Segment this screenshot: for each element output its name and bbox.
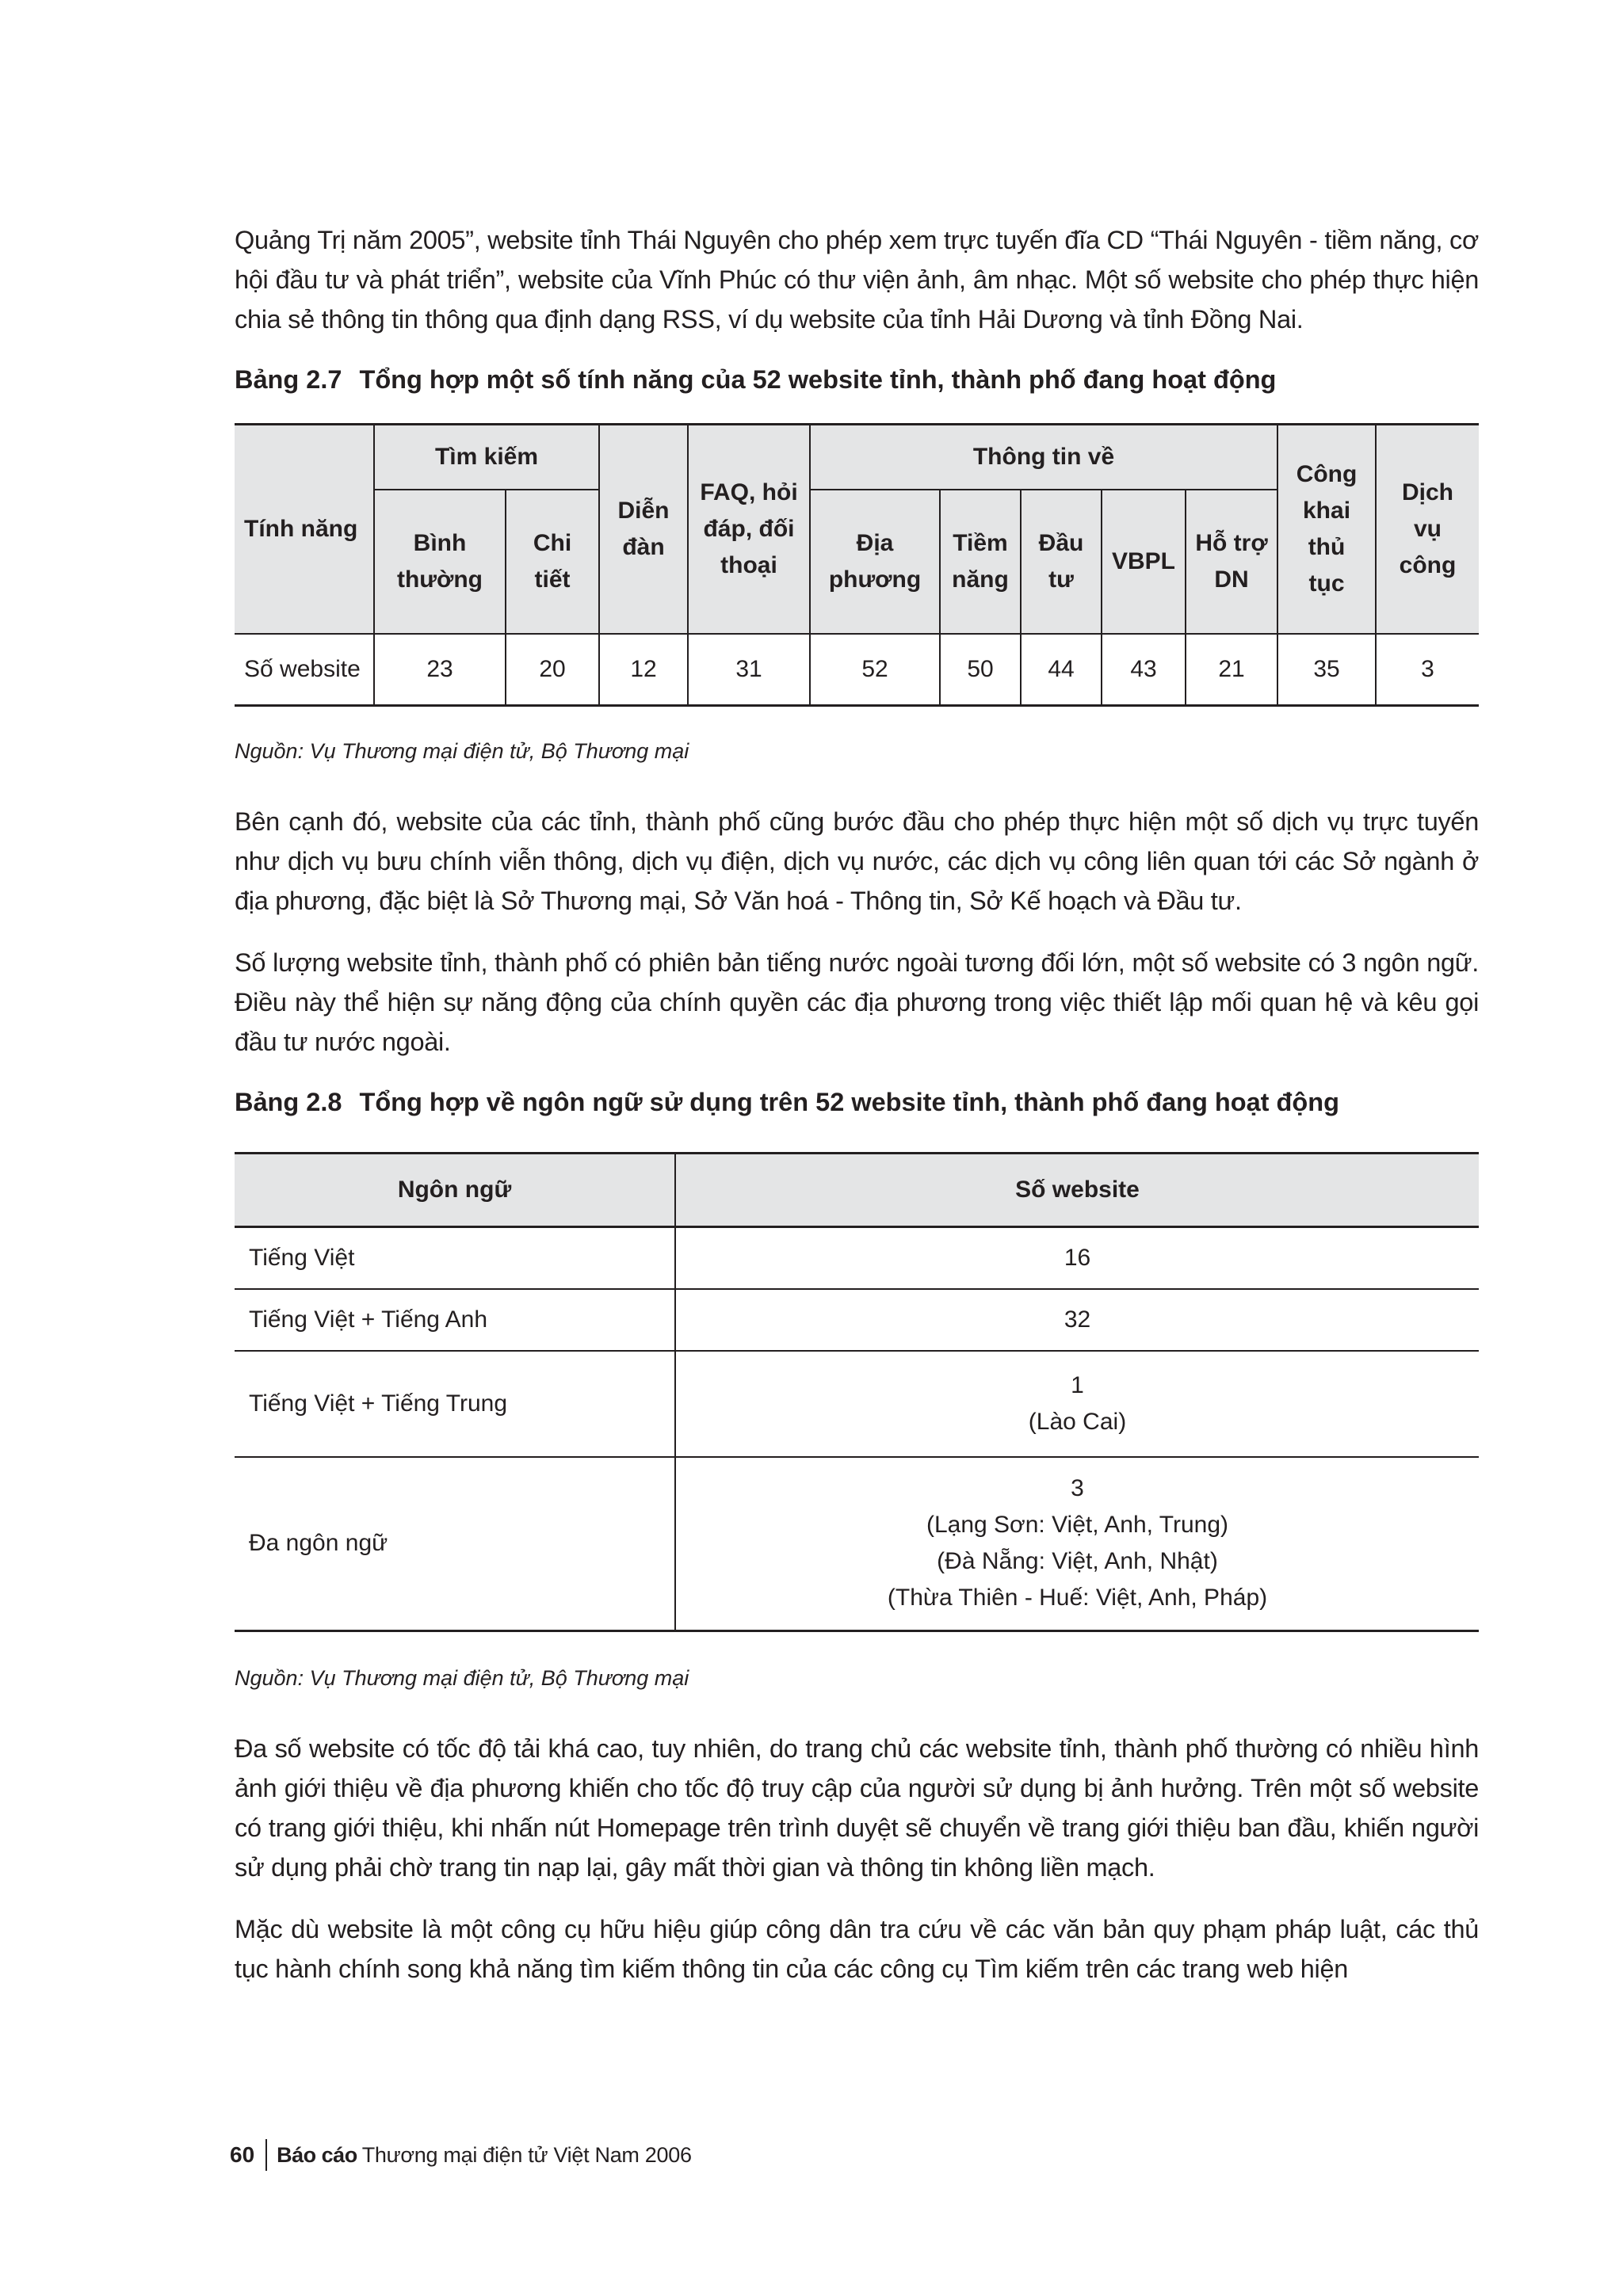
header-forum: Diễn đàn (599, 425, 688, 635)
cell-forum: 12 (599, 634, 688, 706)
page-footer (230, 2139, 692, 2171)
table-row (235, 1227, 1479, 1289)
header-info-potential: Tiềm năng (940, 490, 1021, 634)
count-note: (Thừa Thiên - Huế: Việt, Anh, Pháp) (887, 1585, 1268, 1611)
header-search-group: Tìm kiếm (374, 425, 599, 490)
cell-info-vbpl: 43 (1102, 634, 1186, 706)
table-2-7-title: Tổng hợp một số tính năng của 52 website tỉnh, thành phố đang hoạt động (359, 365, 1277, 394)
header-public-procedures: Công khai thủ tục (1277, 425, 1376, 635)
footer-title: Thương mại điện tử Việt Nam 2006 (361, 2143, 692, 2167)
header-info-local: Địa phương (810, 490, 940, 634)
page-number: 60 (230, 2139, 267, 2171)
paragraph-4: Đa số website có tốc độ tải khá cao, tuy nhiên, do trang chủ các website tỉnh, thành phố thường có nhiều hình ảnh giới thiệu về địa phương khiến cho tốc độ truy cập của người sử dụng bị ảnh hưởng. Trên một số website có trang giới thiệu, khi nhấn nút Homepage trên trình duyệt sẽ chuyển về trang giới thiệu ban đầu, khiến người sử dụng phải chờ trang tin nạp lại, gây mất thời gian và thông tin không liền mạch. (235, 1734, 1479, 1882)
cell-count (675, 1289, 1479, 1351)
cell-language: Tiếng Việt + Tiếng Trung (235, 1351, 675, 1457)
cell-faq: 31 (688, 634, 810, 706)
cell-count (675, 1227, 1479, 1289)
header-faq: FAQ, hỏi đáp, đối thoại (688, 425, 810, 635)
cell-info-support: 21 (1186, 634, 1277, 706)
count-value: 3 (1071, 1475, 1084, 1502)
cell-info-invest: 44 (1021, 634, 1102, 706)
cell-info-local: 52 (810, 634, 940, 706)
cell-search-normal: 23 (374, 634, 506, 706)
cell-public-service: 3 (1376, 634, 1479, 706)
header-language: Ngôn ngữ (235, 1154, 675, 1227)
count-note: (Lạng Sơn: Việt, Anh, Trung) (926, 1512, 1229, 1539)
table-2-7-source: Nguồn: Vụ Thương mại điện tử, Bộ Thương mại (235, 739, 689, 763)
paragraph-5: Mặc dù website là một công cụ hữu hiệu giúp công dân tra cứu về các văn bản quy phạm pháp luật, các thủ tục hành chính song khả năng tìm kiếm thông tin của các công cụ Tìm kiếm trên các trang web hiện (235, 1915, 1479, 1983)
paragraph-1: Quảng Trị năm 2005”, website tỉnh Thái Nguyên cho phép xem trực tuyến đĩa CD “Thái Nguyên - tiềm năng, cơ hội đầu tư và phát triển”, website của Vĩnh Phúc có thư viện ảnh, âm nhạc. Một số website cho phép thực hiện chia sẻ thông tin thông qua định dạng RSS, ví dụ website của tỉnh Hải Dương và tỉnh Đồng Nai. (235, 226, 1479, 334)
table-2-8-caption (235, 1082, 1479, 1122)
header-public-service: Dịch vụ công (1376, 425, 1479, 635)
count-note: (Lào Cai) (1028, 1408, 1127, 1435)
table-row (235, 1457, 1479, 1631)
paragraph-2: Bên cạnh đó, website của các tỉnh, thành phố cũng bước đầu cho phép thực hiện một số dịch vụ trực tuyến như dịch vụ bưu chính viễn thông, dịch vụ điện, dịch vụ nước, các dịch vụ công liên quan tới các Sở ngành ở địa phương, đặc biệt là Sở Thương mại, Sở Văn hoá - Thông tin, Sở Kế hoạch và Đầu tư. (235, 807, 1479, 915)
cell-public-procedures: 35 (1277, 634, 1376, 706)
header-info-support: Hỗ trợ DN (1186, 490, 1277, 634)
count-value: 1 (1071, 1371, 1084, 1398)
table-2-8-number: Bảng 2.8 (235, 1088, 342, 1116)
cell-language: Đa ngôn ngữ (235, 1457, 675, 1631)
table-row (235, 1351, 1479, 1457)
table-row (235, 1289, 1479, 1351)
header-info-invest: Đầu tư (1021, 490, 1102, 634)
cell-language: Tiếng Việt + Tiếng Anh (235, 1289, 675, 1351)
header-info-vbpl: VBPL (1102, 490, 1186, 634)
table-2-8-title: Tổng hợp về ngôn ngữ sử dụng trên 52 website tỉnh, thành phố đang hoạt động (359, 1088, 1339, 1116)
count-value: 32 (1064, 1306, 1091, 1333)
cell-info-potential: 50 (940, 634, 1021, 706)
header-count: Số website (675, 1154, 1479, 1227)
header-info-group: Thông tin về (810, 425, 1277, 490)
count-note: (Đà Nẵng: Việt, Anh, Nhật) (937, 1548, 1218, 1575)
table-2-7 (235, 423, 1479, 707)
table-2-8-source: Nguồn: Vụ Thương mại điện tử, Bộ Thương mại (235, 1666, 689, 1690)
header-feature: Tính năng (235, 425, 374, 635)
cell-search-detail: 20 (506, 634, 599, 706)
table-2-8 (235, 1152, 1479, 1632)
row-label: Số website (235, 634, 374, 706)
cell-count (675, 1457, 1479, 1631)
count-value: 16 (1064, 1244, 1091, 1271)
paragraph-3: Số lượng website tỉnh, thành phố có phiên bản tiếng nước ngoài tương đối lớn, một số website có 3 ngôn ngữ. Điều này thể hiện sự năng động của chính quyền các địa phương trong việc thiết lập mối quan hệ và kêu gọi đầu tư nước ngoài. (235, 948, 1479, 1056)
table-2-7-caption (235, 360, 1479, 399)
page-content (235, 220, 1479, 1989)
header-search-normal: Bình thường (374, 490, 506, 634)
header-search-detail: Chi tiết (506, 490, 599, 634)
cell-count (675, 1351, 1479, 1457)
table-2-7-number: Bảng 2.7 (235, 365, 342, 394)
table-row (235, 634, 1479, 706)
footer-brand: Báo cáo (277, 2143, 357, 2167)
cell-language: Tiếng Việt (235, 1227, 675, 1289)
